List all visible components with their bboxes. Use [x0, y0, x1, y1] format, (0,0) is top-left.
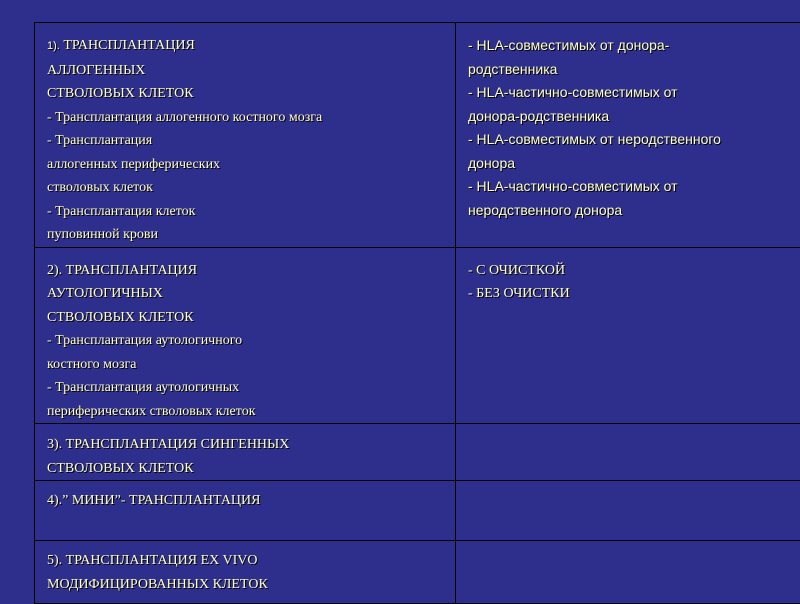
- text-line: костного мозга: [47, 353, 445, 377]
- text-line: 3). ТРАНСПЛАНТАЦИЯ СИНГЕННЫХ: [47, 433, 445, 457]
- cell-mini-transplant: [35, 481, 456, 541]
- text-line: СТВОЛОВЫХ КЛЕТОК: [47, 457, 445, 481]
- text-line: - Трансплантация аутологичного: [47, 329, 445, 353]
- text-line: стволовых клеток: [47, 176, 445, 200]
- text-line: родственника: [468, 58, 800, 82]
- text-line: 4).” МИНИ”- ТРАНСПЛАНТАЦИЯ: [47, 489, 445, 513]
- text-line: донора: [468, 152, 800, 176]
- table-row-mini: [35, 481, 800, 541]
- text-line: аллогенных периферических: [47, 153, 445, 177]
- text-line: СТВОЛОВЫХ КЛЕТОК: [47, 306, 445, 330]
- table-row-autologous: [35, 247, 800, 424]
- text-line: - Трансплантация клеток: [47, 200, 445, 224]
- cell-donor-types: [456, 23, 800, 248]
- cell-syngeneic: [35, 424, 456, 481]
- text-line: - Трансплантация аутологичных: [47, 376, 445, 400]
- text-line: - HLA-частично-совместимых от: [468, 81, 800, 105]
- text-line: СТВОЛОВЫХ КЛЕТОК: [47, 82, 445, 106]
- cell-autologous-types: [35, 247, 456, 424]
- transplant-types-table: [34, 22, 800, 604]
- cell-ex-vivo: [35, 541, 456, 604]
- cell-allogeneic-types: [35, 23, 456, 248]
- table-row-syngeneic: [35, 424, 800, 481]
- text-line: - Трансплантация: [47, 129, 445, 153]
- cell-purging-options: [456, 247, 800, 424]
- table-row-ex-vivo: [35, 541, 800, 604]
- text-line: ТРАНСПЛАНТАЦИЯ: [63, 38, 194, 53]
- text-line: - HLA-частично-совместимых от: [468, 175, 800, 199]
- text-line: - HLA-совместимых от донора-: [468, 34, 800, 58]
- text-line: 5). ТРАНСПЛАНТАЦИЯ EX VIVO: [47, 549, 445, 573]
- text-line: неродственного донора: [468, 199, 800, 223]
- table-row-allogeneic: [35, 23, 800, 248]
- text-line: АЛЛОГЕННЫХ: [47, 59, 445, 83]
- empty-cell: [456, 541, 800, 604]
- text-line: - Трансплантация аллогенного костного мозга: [47, 106, 445, 130]
- empty-cell: [456, 481, 800, 541]
- text-line: периферических стволовых клеток: [47, 400, 445, 424]
- text-line: МОДИФИЦИРОВАННЫХ КЛЕТОК: [47, 573, 445, 597]
- empty-cell: [456, 424, 800, 481]
- text-line: донора-родственника: [468, 105, 800, 129]
- text-line: 2). ТРАНСПЛАНТАЦИЯ: [47, 259, 445, 283]
- text-line: - HLA-совместимых от неродственного: [468, 128, 800, 152]
- row-number: 1).: [47, 40, 60, 52]
- text-line: - С ОЧИСТКОЙ: [468, 259, 800, 283]
- text-line: - БЕЗ ОЧИСТКИ: [468, 282, 800, 306]
- allogeneic-heading-line-1: [47, 34, 445, 59]
- text-line: пуповинной крови: [47, 223, 445, 247]
- text-line: АУТОЛОГИЧНЫХ: [47, 282, 445, 306]
